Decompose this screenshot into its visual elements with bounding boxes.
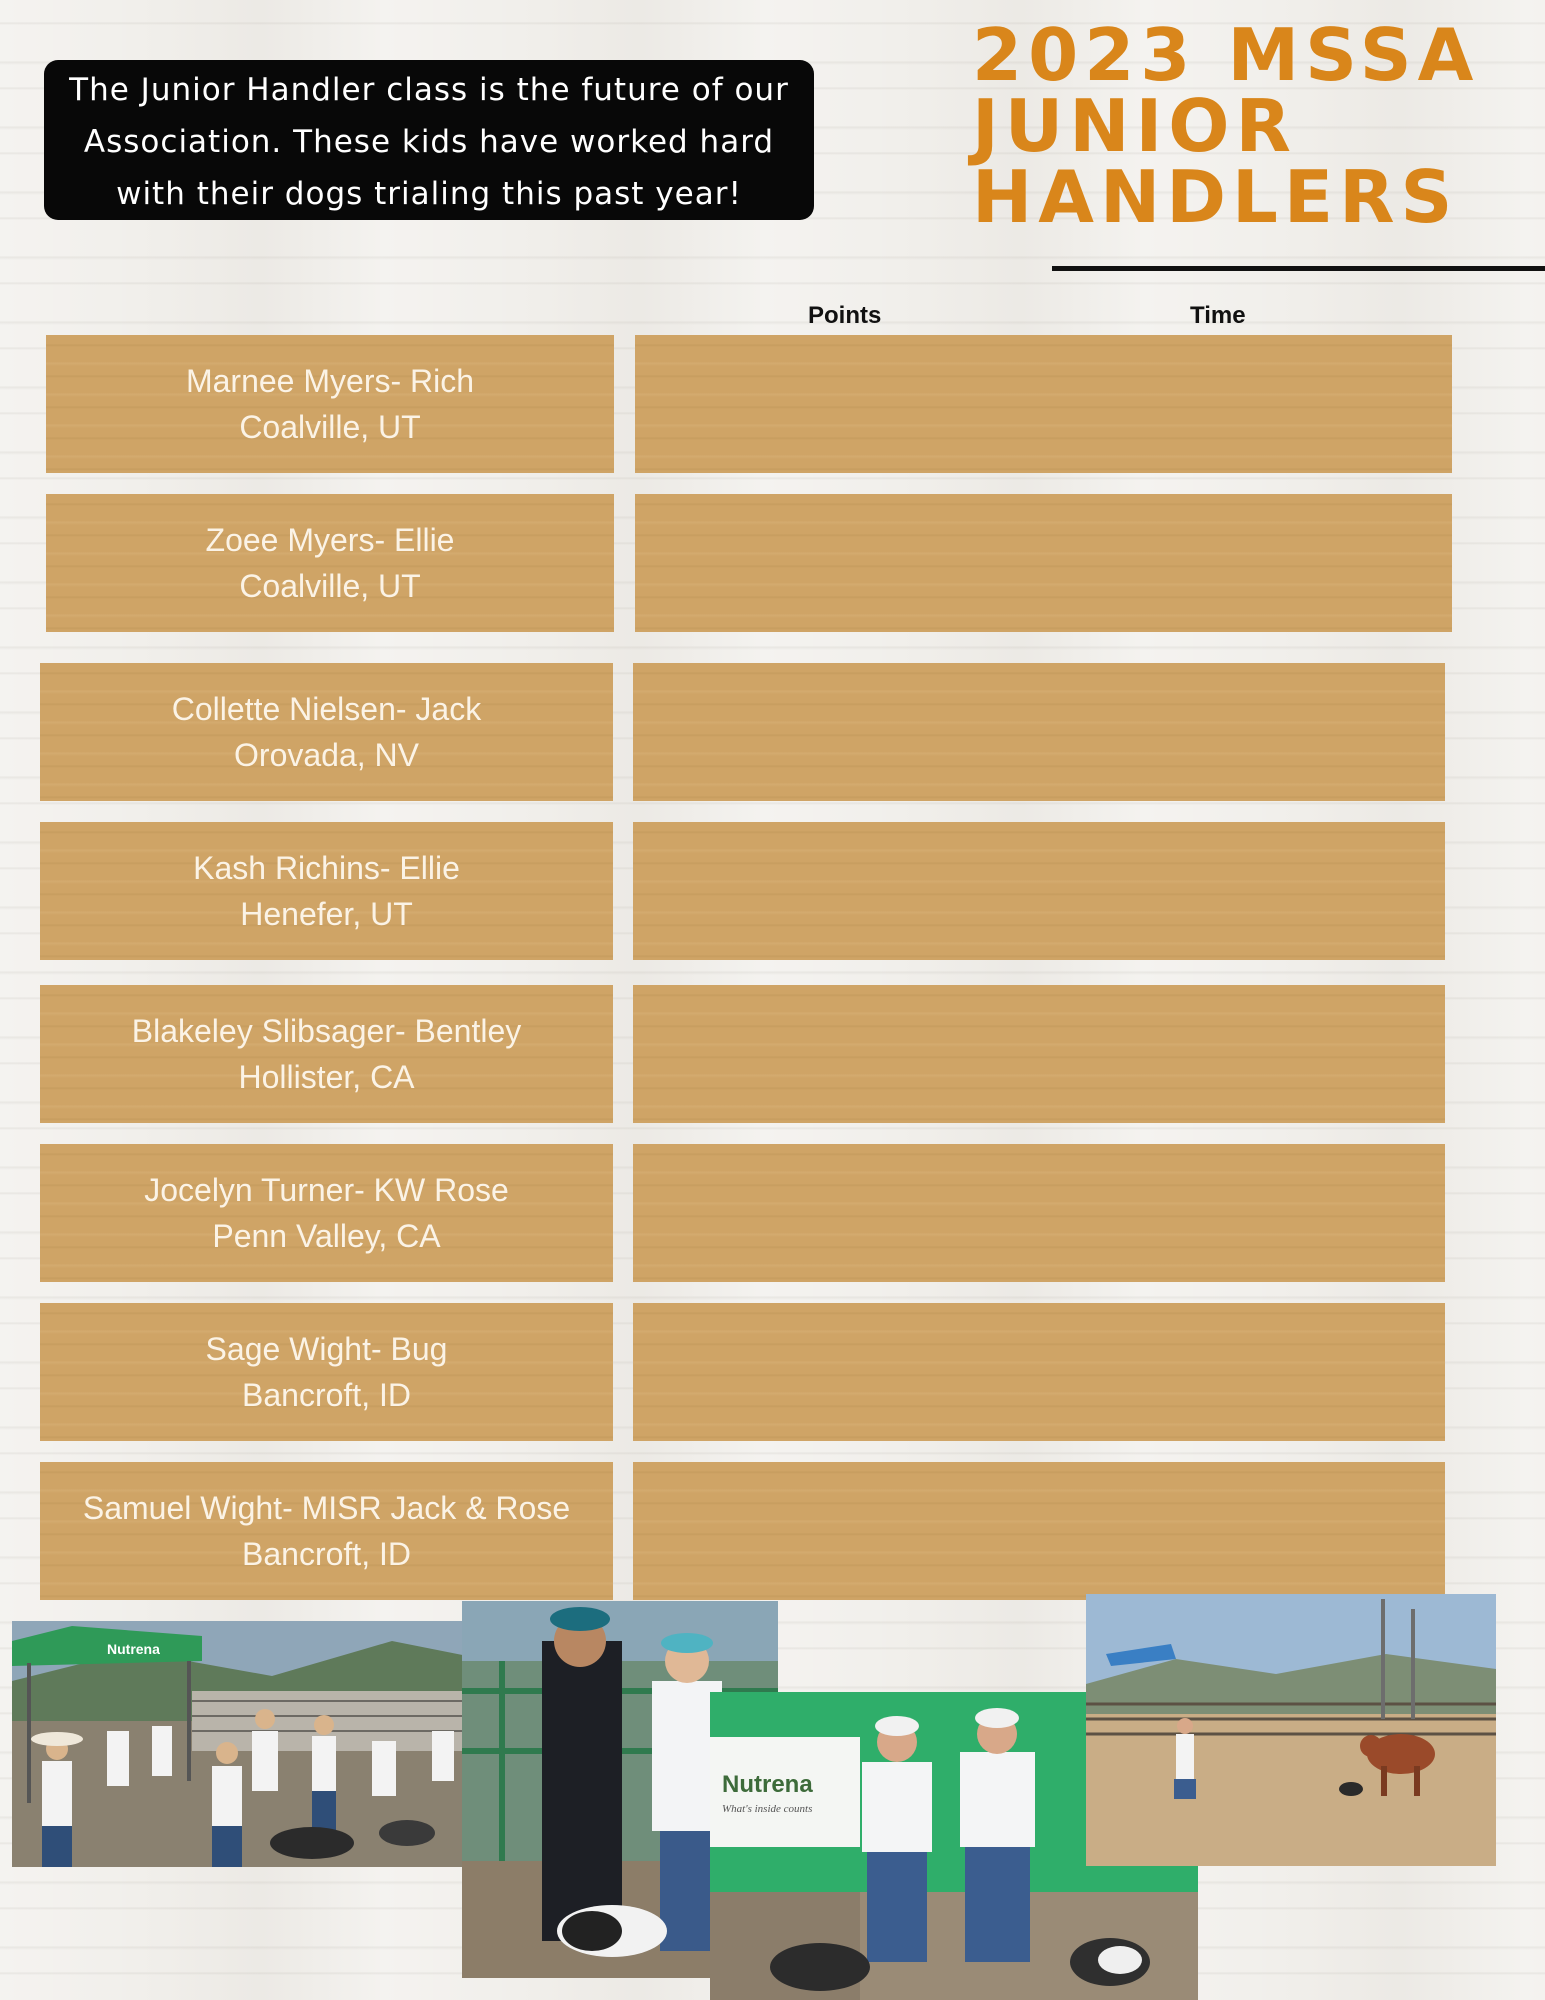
handler-name-cell <box>40 1303 613 1441</box>
handler-location: Hollister, CA <box>238 1059 415 1095</box>
handler-name-cell <box>40 663 613 801</box>
tent-brand-text: Nutrena <box>107 1641 160 1657</box>
handler-name: Sage Wight- Bug <box>205 1331 448 1367</box>
handler-name: Samuel Wight- MISR Jack & Rose <box>82 1490 571 1526</box>
handler-location: Coalville, UT <box>239 568 421 604</box>
arena-photo <box>1086 1594 1496 1866</box>
handler-name-cell <box>46 335 614 473</box>
intro-callout <box>44 60 814 220</box>
intro-line-1: The Junior Handler class is the future of our <box>69 72 789 108</box>
score-cell <box>633 1144 1445 1282</box>
handler-location: Coalville, UT <box>239 409 421 445</box>
handler-name-cell <box>40 1462 613 1600</box>
handler-location: Bancroft, ID <box>242 1377 411 1413</box>
handler-name-cell <box>40 1144 613 1282</box>
handler-location: Orovada, NV <box>234 737 419 773</box>
title-divider <box>1052 266 1545 271</box>
handler-name: Collette Nielsen- Jack <box>171 691 482 727</box>
title-line-2: JUNIOR <box>972 84 1297 168</box>
title-line-1: 2023 MSSA <box>972 13 1480 97</box>
intro-line-3: with their dogs trialing this past year! <box>116 176 742 212</box>
handler-name: Zoee Myers- Ellie <box>205 522 455 558</box>
handler-name: Jocelyn Turner- KW Rose <box>144 1172 509 1208</box>
handler-name-cell <box>46 494 614 632</box>
handler-name: Blakeley Slibsager- Bentley <box>131 1013 522 1049</box>
handler-name: Marnee Myers- Rich <box>185 363 475 399</box>
score-cell <box>633 1462 1445 1600</box>
score-cell <box>633 822 1445 960</box>
page-title <box>972 13 1532 239</box>
points-column-header: Points <box>808 302 882 329</box>
score-cell <box>633 985 1445 1123</box>
time-column-header: Time <box>1190 302 1246 329</box>
intro-line-2: Association. These kids have worked hard <box>83 124 775 160</box>
score-cell <box>633 1303 1445 1441</box>
banner-tagline-text: What's inside counts <box>722 1803 813 1815</box>
banner-brand-text: Nutrena <box>722 1771 813 1798</box>
title-line-3: HANDLERS <box>972 155 1459 239</box>
handler-name: Kash Richins- Ellie <box>193 850 460 886</box>
score-cell <box>633 663 1445 801</box>
handler-location: Penn Valley, CA <box>212 1218 441 1254</box>
handler-name-cell <box>40 985 613 1123</box>
score-cell <box>635 335 1452 473</box>
handler-location: Bancroft, ID <box>242 1536 411 1572</box>
score-cell <box>635 494 1452 632</box>
handler-location: Henefer, UT <box>240 896 413 932</box>
handler-name-cell <box>40 822 613 960</box>
